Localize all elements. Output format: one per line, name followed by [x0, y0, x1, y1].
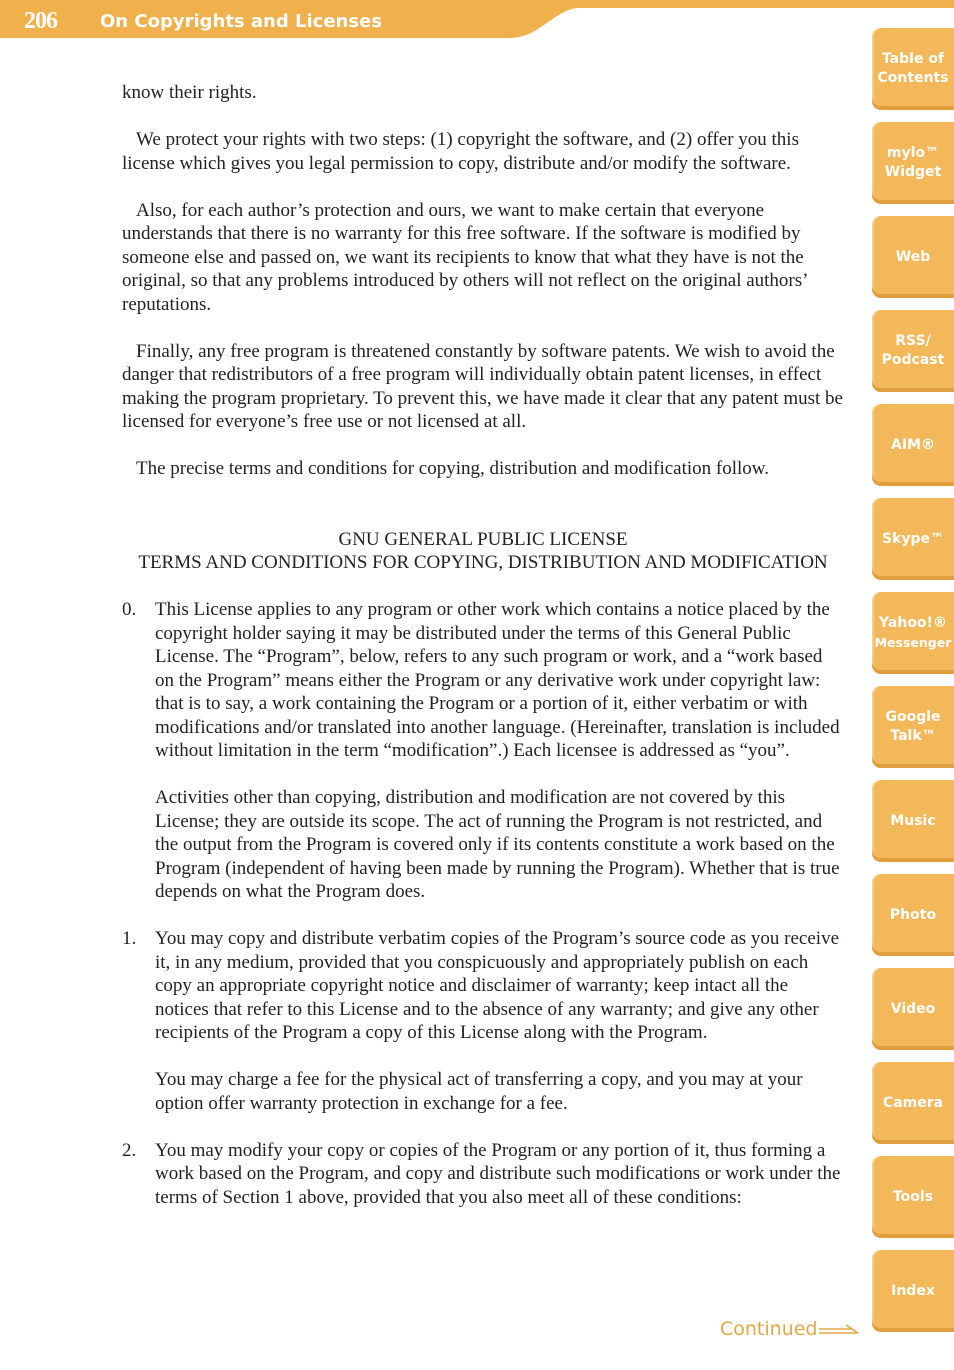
arrow-right-icon: [818, 1324, 860, 1338]
tab-label-line1: Google: [885, 709, 941, 725]
list-item: [122, 927, 844, 1115]
list-item-number: 1.: [122, 928, 137, 949]
tab-camera[interactable]: [872, 1062, 954, 1144]
list-item-body: [155, 598, 844, 904]
tab-label-line1: Yahoo!®: [879, 614, 947, 631]
tab-label: Index: [891, 1282, 935, 1299]
paragraph: The precise terms and conditions for copying, distribution and modification follow.: [136, 458, 770, 479]
tab-rss-podcast[interactable]: [872, 310, 954, 392]
tab-web[interactable]: [872, 216, 954, 298]
tab-label-line1: RSS/: [895, 333, 931, 349]
list-item: [122, 598, 844, 904]
tab-label-line2: Podcast: [881, 352, 945, 368]
tab-label: Photo: [889, 906, 937, 923]
list-item-number: 2.: [122, 1139, 137, 1161]
tab-label: Tools: [892, 1188, 934, 1205]
tab-label: AIM®: [891, 436, 935, 453]
paragraph: Also, for each author’s protection and ours, we want to make certain that everyone understands that there is no warranty for this free software. If the software is modified by someone else and passed on, we want its recipients to know that what they have is not the original, so that any problems introduced by others will not reflect on the original authors’ reputations.: [122, 199, 808, 315]
paragraph: You may modify your copy or copies of the Program or any portion of it, thus forming a work based on the Program, and copy and distribute such modifications or work under the terms of Section 1 above, provided that you also meet all of these conditions:: [155, 1139, 841, 1208]
tab-label: Skype™: [881, 530, 945, 547]
tab-label: Video: [890, 1000, 936, 1017]
continued-label: Continued: [720, 1318, 818, 1340]
paragraph: We protect your rights with two steps: (1) copyright the software, and (2) offer you this license which gives you legal permission to copy, distribute and/or modify the software.: [122, 129, 799, 174]
tab-label-line2: Messenger: [874, 634, 952, 650]
tab-tools[interactable]: [872, 1156, 954, 1238]
section-title: On Copyrights and Licenses: [100, 11, 382, 32]
tab-table-of-contents[interactable]: [872, 28, 954, 110]
list-item-number: 0.: [122, 599, 137, 620]
tab-skype[interactable]: [872, 498, 954, 580]
tab-google-talk[interactable]: [872, 686, 954, 768]
tab-index[interactable]: [872, 1250, 954, 1332]
tab-mylo-widget[interactable]: [872, 122, 954, 204]
list-item-body: [155, 1139, 844, 1210]
tab-label-line2: Contents: [877, 70, 949, 86]
license-title: GNU GENERAL PUBLIC LICENSE: [338, 528, 628, 550]
paragraph: You may charge a fee for the physical act of transferring a copy, and you may at your option offer warranty protection in exchange for a fee.: [155, 1069, 803, 1114]
paragraph: Activities other than copying, distribution and modification are not covered by this License; they are outside its scope. The act of running the Program is not restricted, and the output from the Program is covered only if its contents constitute a work based on the Program (independent of having been made by running the Program). Whether that is true depends on what the Program does.: [155, 787, 840, 902]
tab-photo[interactable]: [872, 874, 954, 956]
tab-label: Camera: [882, 1094, 944, 1111]
document-body: [122, 81, 844, 1233]
tab-label-line2: Widget: [884, 164, 942, 180]
paragraph: know their rights.: [122, 82, 257, 103]
tab-aim[interactable]: [872, 404, 954, 486]
paragraph: Finally, any free program is threatened constantly by software patents. We wish to avoid the danger that redistributors of a free program will individually obtain patent licenses, in effect making the program proprietary. To prevent this, we have made it clear that any patent must be licensed for everyone’s free use or not licensed at all.: [122, 340, 843, 432]
spacer: [122, 504, 844, 528]
list-item-body: [155, 927, 844, 1115]
page-header: [0, 0, 954, 44]
tab-label-line1: Table of: [881, 51, 945, 67]
tab-video[interactable]: [872, 968, 954, 1050]
list-item: [122, 1139, 844, 1210]
tab-music[interactable]: [872, 780, 954, 862]
tab-label: Music: [890, 812, 936, 829]
tab-yahoo-messenger[interactable]: [872, 592, 954, 674]
tab-label-line1: mylo™: [886, 145, 940, 161]
paragraph: This License applies to any program or other work which contains a notice placed by the copyright holder saying it may be distributed under the terms of this General Public License. The “Program”, below, refers to any such program or work, and a “work based on the Program” means either the Program or any derivative work under copyright law: that is to say, a work containing the Program or a portion of it, either verbatim or with modifications and/or translated into another language. (Hereinafter, translation is included without limitation in the term “modification”.) Each licensee is addressed as “you”.: [155, 599, 840, 761]
license-subtitle: TERMS AND CONDITIONS FOR COPYING, DISTRIBUTION AND MODIFICATION: [138, 552, 828, 573]
license-heading: [122, 528, 844, 575]
page-number: 206: [24, 8, 57, 34]
paragraph: You may copy and distribute verbatim copies of the Program’s source code as you receive it, in any medium, provided that you conspicuously and appropriately publish on each copy an appropriate copyright notice and disclaimer of warranty; keep intact all the notices that refer to this License and to the absence of any warranty; and give any other recipients of the Program a copy of this License along with the Program.: [155, 928, 839, 1043]
tab-label-line2: Talk™: [890, 728, 936, 744]
tab-label: Web: [895, 248, 931, 265]
